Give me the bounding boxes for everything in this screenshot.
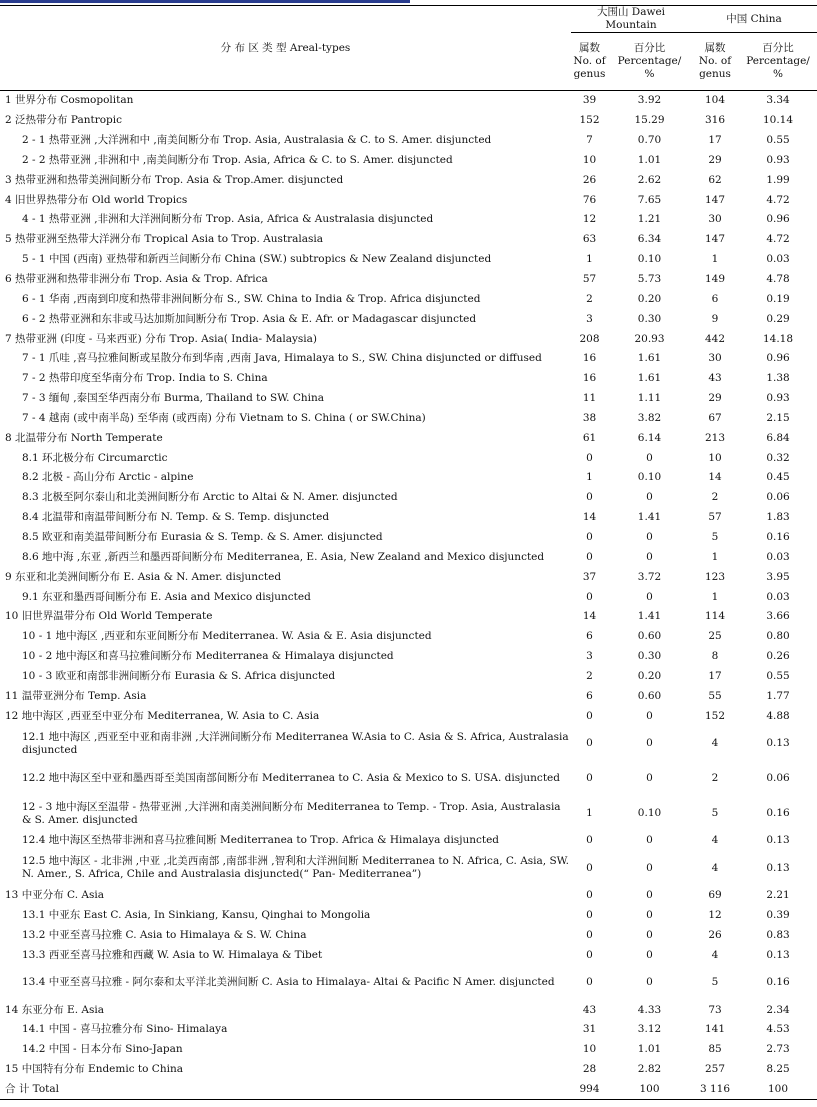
china-genus-count: 3 116 — [691, 1080, 739, 1100]
china-genus-count: 26 — [708, 928, 722, 941]
table-row — [0, 468, 817, 488]
china-genus-count: 8 — [711, 650, 719, 663]
dawei-percentage: 3.72 — [637, 570, 662, 583]
areal-type-name: 7 - 2 热带印度至华南分布 Trop. India to S. China — [22, 372, 268, 385]
areal-type-name: 12.5 地中海区 - 北非洲 ,中亚 ,北美西南部 ,南部非洲 ,智利和大洋洲间断 Mediterranea to N. Africa, C. Asia, SW. N. Amer., S. Africa, Chile and Australasia disjuncted(“ Pan- Mediterranea”) — [22, 855, 569, 881]
areal-type-name: 5 - 1 中国 (西南) 亚热带和新西兰间断分布 China (SW.) subtropics & New Zealand disjuncted — [22, 253, 492, 266]
dawei-percentage: 0 — [646, 889, 653, 902]
china-percentage: 0.03 — [766, 253, 790, 266]
areal-type-name: 13.1 中亚东 East C. Asia, In Sinkiang, Kansu, Qinghai to Mongolia — [22, 909, 371, 922]
china-percentage: 0.39 — [766, 909, 790, 922]
dawei-genus-count: 0 — [586, 909, 593, 922]
china-genus-count: 2 — [711, 772, 719, 784]
table-row — [0, 508, 817, 528]
china-percentage-header: 百分比 Percentage/ % — [739, 33, 817, 91]
dawei-percentage: 3.12 — [637, 1023, 662, 1036]
china-percentage: 4.72 — [766, 193, 790, 206]
china-percentage: 0.26 — [766, 650, 790, 663]
china-genus-count: 5 — [711, 976, 719, 989]
areal-type-name: 2 泛热带分布 Pantropic — [5, 114, 122, 127]
areal-types-table — [0, 5, 817, 1100]
china-genus-count: 57 — [708, 511, 722, 524]
china-genus-count: 25 — [708, 630, 722, 643]
dawei-genus-count: 7 — [586, 134, 593, 147]
table-row — [0, 926, 817, 946]
dawei-genus-count: 63 — [582, 233, 597, 246]
areal-type-name: 10 - 3 欧亚和南部非洲间断分布 Eurasia & S. Africa disjuncted — [22, 669, 336, 682]
areal-type-name: 7 - 1 爪哇 ,喜马拉雅间断或星散分布到华南 ,西南 Java, Himalaya to S., SW. China disjuncted or diffused — [22, 352, 542, 365]
dawei-percentage: 6.14 — [637, 431, 662, 444]
china-percentage: 0.06 — [766, 772, 790, 784]
dawei-percentage: 1.61 — [637, 372, 662, 385]
china-genus-count: 29 — [708, 392, 722, 405]
dawei-percentage: 0.60 — [637, 630, 662, 643]
areal-type-name: 14.2 中国 - 日本分布 Sino-Japan — [22, 1043, 183, 1056]
dawei-percentage: 7.65 — [637, 193, 662, 206]
china-percentage: 0.96 — [766, 213, 790, 226]
dawei-percentage: 0 — [646, 530, 653, 543]
areal-type-name: 8.5 欧亚和南美温带间断分布 Eurasia & S. Temp. & S. Amer. disjuncted — [22, 530, 383, 543]
china-percentage: 0.45 — [766, 471, 790, 484]
areal-type-name: 9.1 东亚和墨西哥间断分布 E. Asia and Mexico disjuncted — [22, 590, 311, 603]
dawei-percentage-header: 百分比 Percentage/ % — [608, 33, 691, 91]
areal-type-name: 合 计 Total — [0, 1080, 571, 1100]
china-genus-count: 5 — [711, 807, 719, 819]
dawei-percentage: 1.01 — [637, 153, 662, 166]
dawei-percentage: 0 — [646, 928, 653, 941]
areal-type-name: 15 中国特有分布 Endemic to China — [5, 1063, 183, 1076]
dawei-genus-count: 0 — [586, 550, 593, 563]
china-genus-count: 4 — [711, 834, 719, 847]
dawei-percentage: 5.73 — [637, 273, 662, 286]
dawei-percentage: 0.10 — [637, 253, 662, 266]
areal-type-name: 14 东亚分布 E. Asia — [5, 1003, 104, 1016]
table-row — [0, 686, 817, 706]
china-genus-count: 123 — [704, 570, 726, 583]
dawei-percentage: 2.82 — [637, 1063, 662, 1076]
china-percentage: 0.13 — [766, 861, 790, 874]
table-row — [0, 886, 817, 906]
table-row — [0, 1040, 817, 1060]
china-genus-count: 85 — [708, 1043, 722, 1056]
china-genus-count: 55 — [708, 689, 722, 702]
table-row — [0, 851, 817, 886]
china-percentage: 8.25 — [766, 1063, 790, 1076]
table-row — [0, 349, 817, 369]
china-percentage: 0.29 — [766, 312, 790, 325]
table-row — [0, 409, 817, 429]
dawei-genus-count: 0 — [586, 590, 593, 603]
table-row — [0, 831, 817, 851]
dawei-percentage: 1.41 — [637, 610, 662, 623]
china-percentage: 1.38 — [766, 372, 790, 385]
dawei-percentage: 15.29 — [634, 114, 665, 127]
china-percentage: 2.34 — [766, 1003, 790, 1016]
areal-type-name: 6 - 1 华南 ,西南到印度和热带非洲间断分布 S., SW. China to India & Trop. Africa disjuncted — [22, 292, 481, 305]
areal-type-name: 6 热带亚洲和热带非洲分布 Trop. Asia & Trop. Africa — [5, 273, 268, 286]
dawei-percentage: 2.62 — [637, 173, 662, 186]
china-genus-count: 1 — [711, 550, 719, 563]
table-row — [0, 448, 817, 468]
areal-type-name: 12.4 地中海区至热带非洲和喜马拉雅间断 Mediterranea to Trop. Africa & Himalaya disjuncted — [22, 834, 500, 847]
dawei-percentage: 0.60 — [637, 689, 662, 702]
china-genus-count: 9 — [711, 312, 719, 325]
china-genus-count: 17 — [708, 669, 722, 682]
dawei-genus-count: 57 — [582, 273, 597, 286]
china-percentage: 4.53 — [766, 1023, 790, 1036]
areal-type-name: 8.3 北极至阿尔泰山和北美洲间断分布 Arctic to Altai & N. Amer. disjuncted — [22, 491, 398, 504]
table-row — [0, 389, 817, 409]
dawei-percentage: 20.93 — [634, 332, 665, 345]
china-genus-count: 4 — [711, 948, 719, 961]
dawei-percentage: 0.70 — [637, 134, 662, 147]
dawei-genus-count: 6 — [586, 630, 593, 643]
china-percentage: 6.84 — [766, 431, 790, 444]
table-row — [0, 528, 817, 548]
dawei-percentage: 0 — [646, 590, 653, 603]
table-row — [0, 547, 817, 567]
table-row — [0, 906, 817, 926]
china-percentage: 0.83 — [766, 928, 790, 941]
dawei-genus-count: 0 — [586, 530, 593, 543]
china-genus-count: 14 — [708, 471, 722, 484]
areal-type-name: 10 - 2 地中海区和喜马拉雅间断分布 Mediterranea & Himalaya disjuncted — [22, 650, 394, 663]
china-genus-count: 1 — [711, 253, 719, 266]
china-genus-count: 141 — [704, 1023, 726, 1036]
areal-type-name: 14.1 中国 - 喜马拉雅分布 Sino- Himalaya — [22, 1023, 228, 1036]
dawei-percentage: 0 — [646, 861, 653, 874]
dawei-genus-count: 0 — [586, 772, 593, 784]
china-percentage: 0.19 — [766, 292, 790, 305]
dawei-genus-count: 152 — [579, 114, 600, 127]
table-row — [0, 488, 817, 508]
china-genus-count: 10 — [708, 451, 722, 464]
china-percentage: 2.73 — [766, 1043, 790, 1056]
china-genus-count: 4 — [711, 737, 719, 749]
table-row — [0, 587, 817, 607]
dawei-percentage: 0.30 — [637, 312, 662, 325]
dawei-percentage: 100 — [608, 1080, 691, 1100]
table-row — [0, 131, 817, 151]
dawei-genus-count: 0 — [586, 861, 593, 874]
dawei-percentage: 1.21 — [637, 213, 662, 226]
dawei-percentage: 0 — [646, 451, 653, 464]
china-genus-count: 442 — [704, 332, 726, 345]
table-row — [0, 666, 817, 686]
china-genus-count: 73 — [708, 1003, 722, 1016]
dawei-genus-count: 26 — [582, 173, 597, 186]
areal-type-name: 2 - 1 热带亚洲 ,大洋洲和中 ,南美间断分布 Trop. Asia, Australasia & C. to S. Amer. disjuncted — [22, 134, 492, 147]
china-percentage: 1.77 — [766, 689, 790, 702]
areal-type-name: 4 - 1 热带亚洲 ,非洲和大洋洲间断分布 Trop. Asia, Africa & Australasia disjuncted — [22, 213, 434, 226]
table-row — [0, 607, 817, 627]
china-percentage: 0.32 — [766, 451, 790, 464]
areal-type-name: 12.2 地中海区至中亚和墨西哥至美国南部间断分布 Mediterranea to C. Asia & Mexico to S. USA. disjuncted — [22, 772, 560, 784]
china-genus-count: 213 — [704, 431, 726, 444]
china-percentage: 0.80 — [766, 630, 790, 643]
china-percentage: 0.16 — [766, 530, 790, 543]
china-genus-count: 147 — [704, 233, 726, 246]
areal-type-name: 10 旧世界温带分布 Old World Temperate — [5, 610, 213, 623]
table-row — [0, 1060, 817, 1080]
table-row — [0, 1020, 817, 1040]
areal-type-name: 5 热带亚洲至热带大洋洲分布 Tropical Asia to Trop. Australasia — [5, 233, 324, 246]
table-body — [0, 91, 817, 1100]
dawei-genus-count: 0 — [586, 889, 593, 902]
dawei-genus-count: 10 — [582, 153, 597, 166]
table-row — [0, 627, 817, 647]
china-genus-count: 30 — [708, 352, 722, 365]
table-row — [0, 1000, 817, 1020]
china-genus-count: 12 — [708, 909, 722, 922]
dawei-percentage: 0 — [646, 948, 653, 961]
areal-type-name: 4 旧世界热带分布 Old world Tropics — [5, 193, 188, 206]
table-row — [0, 309, 817, 329]
dawei-genus-count: 0 — [586, 737, 593, 749]
areal-type-name: 7 - 4 越南 (或中南半岛) 至华南 (或西南) 分布 Vietnam to S. China ( or SW.China) — [22, 411, 426, 424]
china-genus-count: 5 — [711, 530, 719, 543]
china-percentage: 0.93 — [766, 392, 790, 405]
china-percentage: 0.13 — [766, 834, 790, 847]
china-percentage: 4.78 — [766, 273, 790, 286]
china-percentage: 3.95 — [766, 570, 790, 583]
dawei-genus-count: 37 — [582, 570, 597, 583]
dawei-genus-count: 3 — [586, 312, 593, 325]
china-percentage: 4.88 — [766, 709, 790, 722]
china-genus-count: 43 — [708, 372, 722, 385]
areal-type-name: 2 - 2 热带亚洲 ,非洲和中 ,南美间断分布 Trop. Asia, Africa & C. to S. Amer. disjuncted — [22, 153, 453, 166]
dawei-percentage: 0.10 — [637, 807, 662, 819]
china-genus-count: 149 — [704, 273, 726, 286]
dawei-genus-count: 0 — [586, 834, 593, 847]
china-percentage: 100 — [739, 1080, 817, 1100]
dawei-percentage: 1.01 — [637, 1043, 662, 1056]
china-percentage: 0.03 — [766, 590, 790, 603]
china-percentage: 2.15 — [766, 411, 790, 424]
china-genus-count: 29 — [708, 153, 722, 166]
china-genus-count: 4 — [711, 861, 719, 874]
dawei-genus-count: 2 — [586, 669, 593, 682]
china-genus-count: 30 — [708, 213, 722, 226]
table-row — [0, 329, 817, 349]
dawei-genus-count: 0 — [586, 976, 593, 989]
areal-type-name: 10 - 1 地中海区 ,西亚和东亚间断分布 Mediterranea. W. Asia & E. Asia disjuncted — [22, 630, 432, 643]
china-genus-count: 17 — [708, 134, 722, 147]
china-percentage: 0.13 — [766, 948, 790, 961]
china-genus-count: 67 — [708, 411, 722, 424]
china-percentage: 3.34 — [766, 94, 790, 107]
dawei-genus-count: 16 — [582, 372, 597, 385]
dawei-genus-count: 14 — [582, 610, 597, 623]
dawei-genus-count: 6 — [586, 689, 593, 702]
areal-type-name: 1 世界分布 Cosmopolitan — [5, 94, 134, 107]
china-percentage: 10.14 — [762, 114, 794, 127]
china-genus-count: 1 — [711, 590, 719, 603]
china-percentage: 0.13 — [766, 737, 790, 749]
areal-types-header: 分 布 区 类 型 Areal-types — [0, 6, 571, 91]
dawei-genus-count: 14 — [582, 511, 597, 524]
china-percentage: 0.55 — [766, 134, 790, 147]
areal-type-name: 8.4 北温带和南温带间断分布 N. Temp. & S. Temp. disjuncted — [22, 511, 330, 524]
areal-type-name: 8.1 环北极分布 Circumarctic — [22, 451, 168, 464]
table-row — [0, 190, 817, 210]
china-genus-count: 62 — [708, 173, 722, 186]
dawei-genus-count: 2 — [586, 292, 593, 305]
areal-type-name: 6 - 2 热带亚洲和东非或马达加斯加间断分布 Trop. Asia & E. Afr. or Madagascar disjuncted — [22, 312, 477, 325]
table-row — [0, 761, 817, 796]
china-genus-count-header: 属数 No. of genus — [691, 33, 739, 91]
dawei-genus-count: 0 — [586, 948, 593, 961]
dawei-genus-count: 76 — [582, 193, 597, 206]
china-genus-count: 69 — [708, 889, 722, 902]
china-percentage: 1.99 — [766, 173, 790, 186]
dawei-genus-count: 39 — [582, 94, 597, 107]
china-percentage: 0.06 — [766, 491, 790, 504]
dawei-genus-count: 12 — [582, 213, 597, 226]
dawei-percentage: 0 — [646, 976, 653, 989]
dawei-genus-count: 1 — [586, 807, 593, 819]
areal-type-name: 13.4 中亚至喜马拉雅 - 阿尔泰和太平洋北美洲间断 C. Asia to Himalaya- Altai & Pacific N Amer. disjuncted — [22, 976, 555, 989]
table-row — [0, 289, 817, 309]
china-header: 中国 China — [691, 6, 817, 33]
china-genus-count: 152 — [704, 709, 726, 722]
china-percentage: 0.93 — [766, 153, 790, 166]
areal-type-name: 12 - 3 地中海区至温带 - 热带亚洲 ,大洋洲和南美洲间断分布 Mediterranea to Temp. - Trop. Asia, Australasia & S. Amer. disjuncted — [22, 800, 561, 826]
dawei-genus-count: 0 — [586, 491, 593, 504]
areal-type-name: 7 - 3 缅甸 ,泰国至华西南分布 Burma, Thailand to SW. China — [22, 392, 325, 405]
dawei-genus-count: 0 — [586, 928, 593, 941]
table-row — [0, 726, 817, 761]
dawei-percentage: 0 — [646, 709, 653, 722]
china-percentage: 3.66 — [766, 610, 790, 623]
table-row — [0, 210, 817, 230]
table-row — [0, 428, 817, 448]
dawei-genus-count: 11 — [582, 392, 597, 405]
dawei-percentage: 0 — [646, 772, 653, 784]
areal-type-name: 13 中亚分布 C. Asia — [5, 889, 104, 902]
china-percentage: 0.03 — [766, 550, 790, 563]
china-percentage: 1.83 — [766, 511, 790, 524]
china-genus-count: 114 — [704, 610, 726, 623]
dawei-genus-count: 994 — [571, 1080, 608, 1100]
dawei-genus-count: 31 — [582, 1023, 597, 1036]
dawei-percentage: 6.34 — [637, 233, 662, 246]
areal-type-name: 12 地中海区 ,西亚至中亚分布 Mediterranea, W. Asia to C. Asia — [5, 709, 320, 722]
dawei-genus-count: 28 — [582, 1063, 597, 1076]
china-percentage: 0.96 — [766, 352, 790, 365]
table-row — [0, 965, 817, 1000]
dawei-percentage: 0 — [646, 834, 653, 847]
dawei-percentage: 0 — [646, 737, 653, 749]
china-percentage: 2.21 — [766, 889, 790, 902]
china-genus-count: 316 — [704, 114, 726, 127]
table-row — [0, 151, 817, 171]
dawei-mountain-header: 大围山 Dawei Mountain — [571, 6, 691, 33]
dawei-percentage: 0.30 — [637, 650, 662, 663]
china-percentage: 14.18 — [762, 332, 794, 345]
areal-type-name: 13.2 中亚至喜马拉雅 C. Asia to Himalaya & S. W. China — [22, 928, 307, 941]
china-percentage: 0.55 — [766, 669, 790, 682]
table-row — [0, 567, 817, 587]
china-genus-count: 104 — [704, 94, 726, 107]
dawei-genus-count: 3 — [586, 650, 593, 663]
table-row — [0, 796, 817, 831]
table-row — [0, 647, 817, 667]
dawei-percentage: 1.61 — [637, 352, 662, 365]
table-row — [0, 111, 817, 131]
table-row — [0, 270, 817, 290]
header-accent-bar — [0, 0, 410, 3]
dawei-genus-count-header: 属数 No. of genus — [571, 33, 608, 91]
dawei-percentage: 1.11 — [637, 392, 662, 405]
dawei-genus-count: 38 — [582, 411, 597, 424]
dawei-percentage: 0 — [646, 909, 653, 922]
dawei-genus-count: 16 — [582, 352, 597, 365]
china-percentage: 0.16 — [766, 807, 790, 819]
dawei-genus-count: 10 — [582, 1043, 597, 1056]
table-row — [0, 369, 817, 389]
dawei-percentage: 0.10 — [637, 471, 662, 484]
areal-type-name: 8.6 地中海 ,东亚 ,新西兰和墨西哥间断分布 Mediterranea, E. Asia, New Zealand and Mexico disjuncted — [22, 550, 545, 563]
table-row — [0, 170, 817, 190]
areal-type-name: 8.2 北极 - 高山分布 Arctic - alpine — [22, 471, 194, 484]
dawei-genus-count: 43 — [582, 1003, 597, 1016]
dawei-percentage: 3.92 — [637, 94, 662, 107]
china-percentage: 0.16 — [766, 976, 790, 989]
dawei-percentage: 0.20 — [637, 669, 662, 682]
table-row — [0, 230, 817, 250]
areal-type-name: 7 热带亚洲 (印度 - 马来西亚) 分布 Trop. Asia( India- Malaysia) — [5, 332, 318, 345]
china-percentage: 4.72 — [766, 233, 790, 246]
dawei-percentage: 1.41 — [637, 511, 662, 524]
dawei-genus-count: 208 — [579, 332, 600, 345]
areal-type-name: 13.3 西亚至喜马拉雅和西藏 W. Asia to W. Himalaya & Tibet — [22, 948, 323, 961]
table-row — [0, 706, 817, 726]
table-row — [0, 250, 817, 270]
dawei-percentage: 0 — [646, 550, 653, 563]
table-row — [0, 1080, 817, 1100]
areal-type-name: 8 北温带分布 North Temperate — [5, 431, 163, 444]
dawei-genus-count: 1 — [586, 471, 593, 484]
dawei-genus-count: 1 — [586, 253, 593, 266]
dawei-genus-count: 0 — [586, 451, 593, 464]
areal-type-name: 12.1 地中海区 ,西亚至中亚和南非洲 ,大洋洲间断分布 Mediterranea W.Asia to C. Asia & S. Africa, Australasia disjuncted — [22, 730, 569, 756]
areal-type-name: 11 温带亚洲分布 Temp. Asia — [5, 689, 147, 702]
table-row — [0, 945, 817, 965]
dawei-genus-count: 61 — [582, 431, 597, 444]
dawei-percentage: 4.33 — [637, 1003, 662, 1016]
dawei-percentage: 3.82 — [637, 411, 662, 424]
areal-type-name: 9 东亚和北美洲间断分布 E. Asia & N. Amer. disjuncted — [5, 570, 282, 583]
dawei-genus-count: 0 — [586, 709, 593, 722]
china-genus-count: 147 — [704, 193, 726, 206]
china-genus-count: 2 — [711, 491, 719, 504]
china-genus-count: 257 — [704, 1063, 726, 1076]
china-genus-count: 6 — [711, 292, 719, 305]
areal-type-name: 3 热带亚洲和热带美洲间断分布 Trop. Asia & Trop.Amer. disjuncted — [5, 173, 344, 186]
dawei-percentage: 0.20 — [637, 292, 662, 305]
table-row — [0, 91, 817, 111]
dawei-percentage: 0 — [646, 491, 653, 504]
